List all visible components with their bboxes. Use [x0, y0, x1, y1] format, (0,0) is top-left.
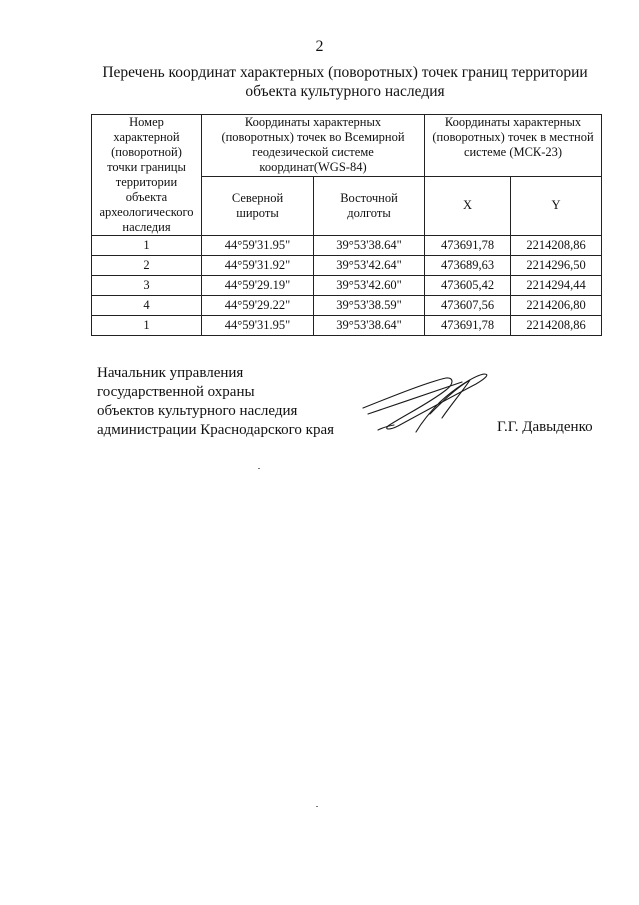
cell-x: 473691,78	[425, 316, 511, 336]
cell-latitude: 44°59'31.95"	[202, 316, 314, 336]
subheader-north-latitude: Северной широты	[202, 176, 314, 236]
cell-y: 2214208,86	[511, 316, 602, 336]
cell-longitude: 39°53'42.64"	[314, 256, 425, 276]
table-row	[92, 296, 602, 316]
cell-point-number: 4	[92, 296, 202, 316]
cell-longitude: 39°53'38.64"	[314, 236, 425, 256]
document-title-line-1: Перечень координат характерных (поворотных) точек границ территории	[102, 64, 588, 81]
cell-y: 2214208,86	[511, 236, 602, 256]
cell-y: 2214206,80	[511, 296, 602, 316]
cell-x: 473689,63	[425, 256, 511, 276]
header-point-number: Номер характерной (поворотной) точки границы территории объекта археологического наследия	[92, 115, 202, 236]
signatory-line: государственной охраны	[97, 384, 255, 400]
document-title	[60, 63, 630, 101]
cell-x: 473607,56	[425, 296, 511, 316]
signatory-title	[97, 364, 334, 440]
cell-x: 473605,42	[425, 276, 511, 296]
cell-latitude: 44°59'29.22"	[202, 296, 314, 316]
table-row	[92, 256, 602, 276]
cell-longitude: 39°53'38.64"	[314, 316, 425, 336]
cell-point-number: 1	[92, 316, 202, 336]
cell-point-number: 2	[92, 256, 202, 276]
scan-speck	[316, 806, 318, 807]
cell-latitude: 44°59'29.19"	[202, 276, 314, 296]
cell-longitude: 39°53'38.59"	[314, 296, 425, 316]
cell-point-number: 1	[92, 236, 202, 256]
cell-longitude: 39°53'42.60"	[314, 276, 425, 296]
page-number: 2	[315, 38, 324, 55]
signer-name: Г.Г. Давыденко	[497, 419, 593, 435]
header-msk23-coordinates: Координаты характерных (поворотных) точек в местной системе (МСК-23)	[425, 115, 602, 177]
cell-y: 2214296,50	[511, 256, 602, 276]
handwritten-signature	[358, 368, 498, 440]
table-row	[92, 236, 602, 256]
subheader-east-longitude: Восточной долготы	[314, 176, 425, 236]
table-row	[92, 316, 602, 336]
table-header-row	[92, 115, 602, 177]
cell-y: 2214294,44	[511, 276, 602, 296]
header-wgs84-coordinates: Координаты характерных (поворотных) точек во Всемирной геодезической системе координат(WGS-84)	[202, 115, 425, 177]
signatory-line: объектов культурного наследия	[97, 403, 298, 419]
subheader-y: Y	[511, 176, 602, 236]
table-row	[92, 276, 602, 296]
scan-speck	[258, 468, 260, 469]
cell-latitude: 44°59'31.95"	[202, 236, 314, 256]
signatory-line: администрации Краснодарского края	[97, 422, 335, 438]
cell-point-number: 3	[92, 276, 202, 296]
signatory-line: Начальник управления	[97, 365, 244, 381]
cell-latitude: 44°59'31.92"	[202, 256, 314, 276]
cell-x: 473691,78	[425, 236, 511, 256]
subheader-x: X	[425, 176, 511, 236]
coordinates-table	[91, 114, 602, 336]
document-title-line-2: объекта культурного наследия	[245, 83, 445, 100]
